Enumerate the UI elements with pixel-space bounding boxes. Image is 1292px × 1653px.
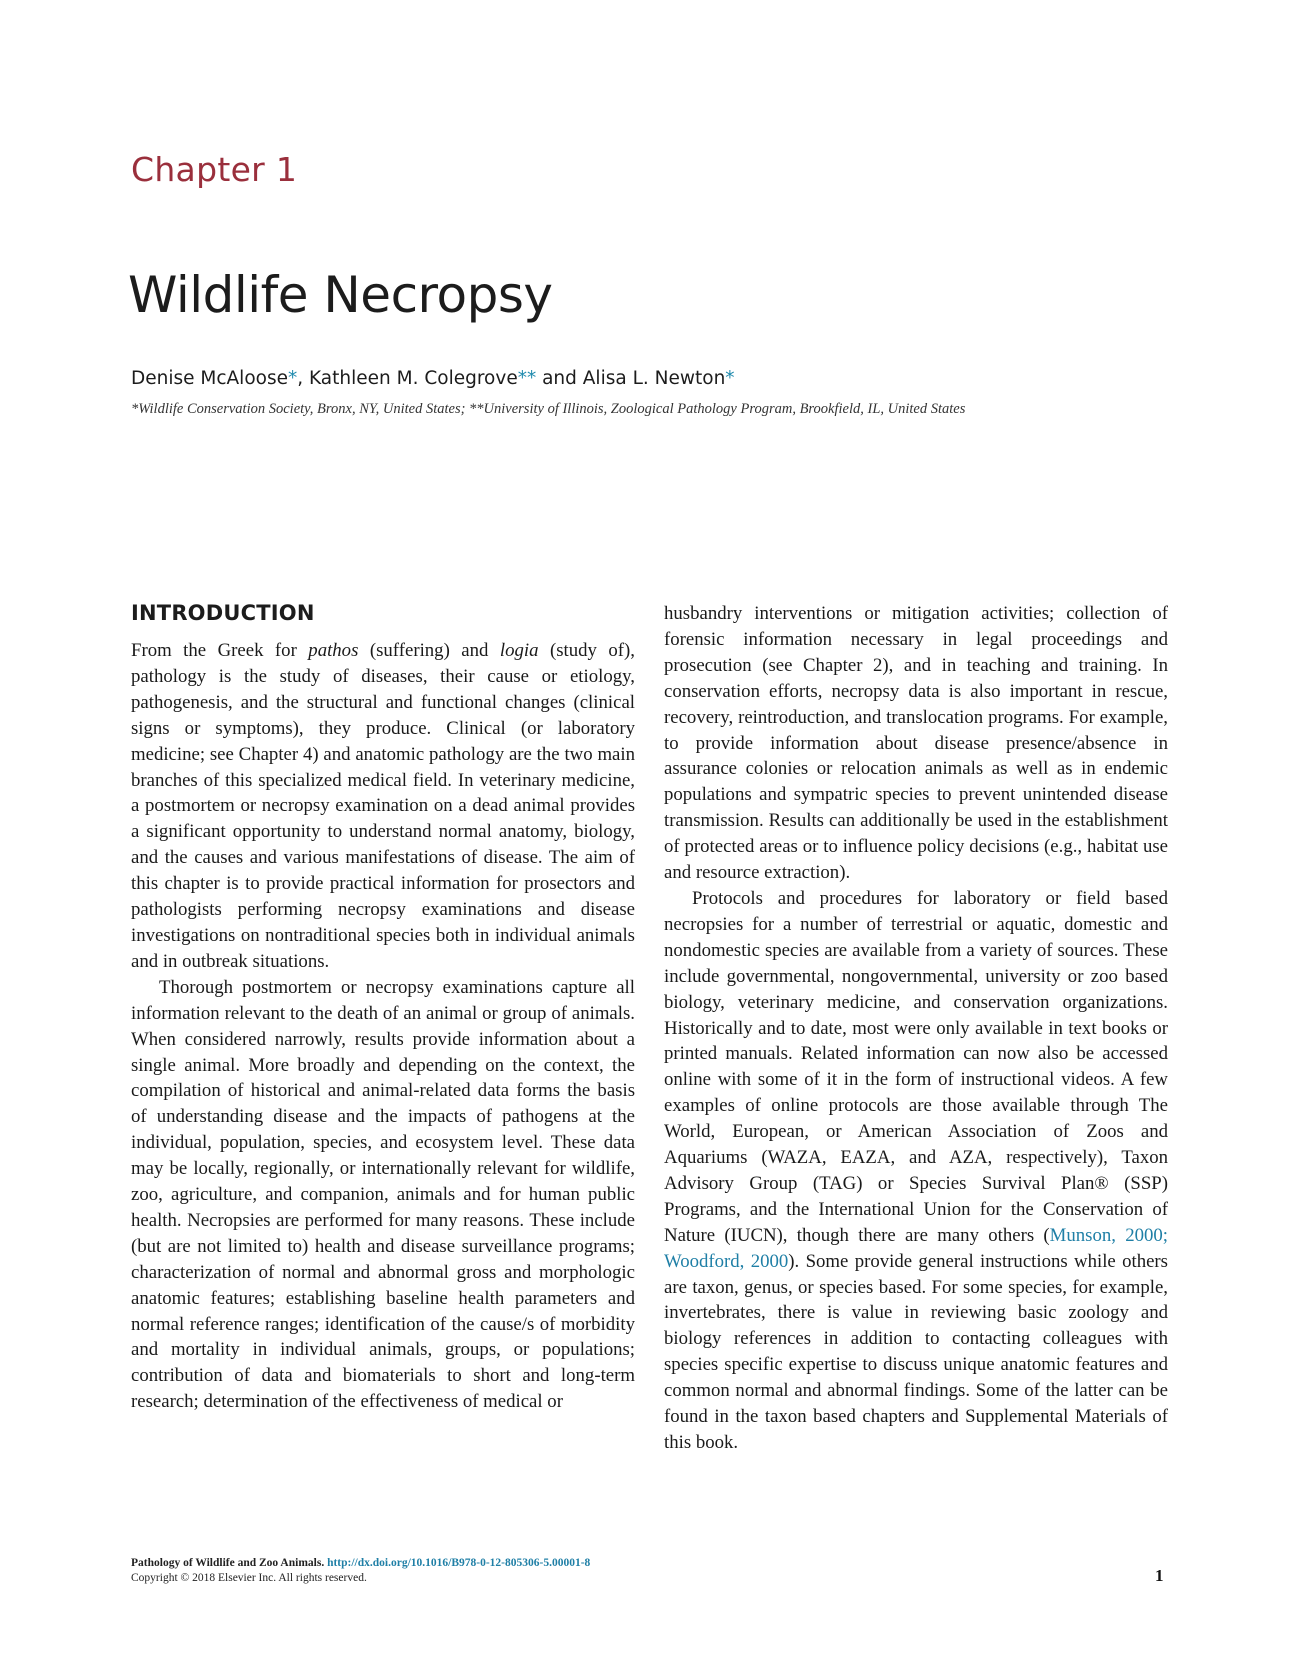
chapter-label: Chapter 1 bbox=[131, 150, 298, 189]
author-name: Kathleen M. Colegrove bbox=[309, 368, 518, 389]
text-run: From the Greek for bbox=[131, 640, 309, 661]
author-separator: , bbox=[297, 368, 309, 389]
text-run: Protocols and procedures for laboratory or field based necropsies for a number of terrestrial or aquatic, domestic and nondomestic species are available from a variety of sources. These include governmental, nongovernmental, university or zoo based biology, veterinary medicine, and conservation organizations. Historically and to date, most were only available in text books or printed manuals. Related information can now also be accessed online with some of it in the form of instructional videos. A few examples of online protocols are those available through The World, European, or American Association of Zoos and Aquariums (WAZA, EAZA, and AZA, respectively), Taxon Advisory Group (TAG) or Species Survival Plan® (SSP) Programs, and the International Union for the Conservation of Nature (IUCN), though there are many others ( bbox=[664, 887, 1168, 1246]
text-run: ). Some provide general instructions while others are taxon, genus, or species based. For some species, for example, invertebrates, there is value in reviewing basic zoology and biology references in addition to contacting colleagues with species specific expertise to discuss unique anatomic features and common normal and abnormal findings. Some of the latter can be found in the taxon based chapters and Supplemental Materials of this book. bbox=[664, 1250, 1168, 1453]
author-separator: and bbox=[536, 368, 583, 389]
paragraph: husbandry interventions or mitigation activities; collection of forensic information necessary in legal proceedings and prosecution (see Chapter 2), and in teaching and training. In conservation efforts, necropsy data is also important in rescue, recovery, reintroduction, and translocation programs. For example, to provide information about disease presence/absence in assurance colonies or relocation animals as well as in endemic populations and sympatric species to prevent unintended disease transmission. Results can additionally be used in the establishment of protected areas or to influence policy decisions (e.g., habitat use and resource extraction). bbox=[664, 603, 1168, 884]
footer bbox=[131, 1556, 590, 1586]
author-line bbox=[131, 368, 735, 389]
body-column-left bbox=[131, 600, 635, 1415]
affiliation-mark[interactable]: * bbox=[287, 368, 298, 389]
author-name: Alisa L. Newton bbox=[582, 368, 726, 389]
doi-link[interactable]: http://dx.doi.org/10.1016/B978-0-12-805306-5.00001-8 bbox=[327, 1557, 591, 1569]
copyright-notice: Copyright © 2018 Elsevier Inc. All rights reserved. bbox=[131, 1572, 367, 1584]
body-column-right bbox=[664, 601, 1168, 1456]
paragraph: Thorough postmortem or necropsy examinations capture all information relevant to the death of an animal or group of animals. When considered narrowly, results provide information about a single animal. More broadly and depending on the context, the compilation of historical and animal-related data forms the basis of understanding disease and the impacts of pathogens at the individual, population, species, and ecosystem level. These data may be locally, regionally, or internationally relevant for wildlife, zoo, agriculture, and companion, animals and for human public health. Necropsies are performed for many reasons. These include (but are not limited to) health and disease surveillance programs; characterization of normal and abnormal gross and morphologic anatomic features; establishing baseline health parameters and normal reference ranges; identification of the cause/s of morbidity and mortality in individual animals, groups, or populations; contribution of data and biomaterials to short and long-term research; determination of the effectiveness of medical or bbox=[131, 976, 635, 1413]
paragraph bbox=[664, 886, 1168, 1456]
book-title: Pathology of Wildlife and Zoo Animals. bbox=[131, 1557, 325, 1569]
italic-term: logia bbox=[499, 640, 539, 661]
affiliation-mark[interactable]: ** bbox=[517, 368, 537, 389]
text-run: (study of), pathology is the study of diseases, their cause or etiology, pathogenesis, and the structural and functional changes (clinical signs or symptoms), they produce. Clinical (or laboratory medicine; see Chapter 4) and anatomic pathology are the two main branches of this specialized medical field. In veterinary medicine, a postmortem or necropsy examination on a dead animal provides a significant opportunity to understand normal anatomy, biology, and the causes and various manifestations of disease. The aim of this chapter is to provide practical information for prosectors and pathologists performing necropsy examinations and disease investigations on nontraditional species both in individual animals and in outbreak situations. bbox=[131, 640, 635, 972]
footer-source-line bbox=[131, 1556, 590, 1571]
citation-link[interactable]: Munson, 2000; Woodford, 2000 bbox=[664, 1224, 1168, 1272]
author-name: Denise McAloose bbox=[131, 368, 288, 389]
section-heading: INTRODUCTION bbox=[131, 601, 315, 625]
affiliations: *Wildlife Conservation Society, Bronx, NY, United States; **University of Illinois, Zoological Pathology Program, Brookfield, IL, United States bbox=[131, 401, 966, 417]
chapter-title: Wildlife Necropsy bbox=[128, 266, 553, 324]
affiliation-mark[interactable]: * bbox=[725, 368, 735, 389]
text-run: (suffering) and bbox=[358, 640, 500, 661]
italic-term: pathos bbox=[308, 640, 359, 661]
page-number: 1 bbox=[1155, 1566, 1164, 1585]
paragraph bbox=[131, 638, 635, 975]
